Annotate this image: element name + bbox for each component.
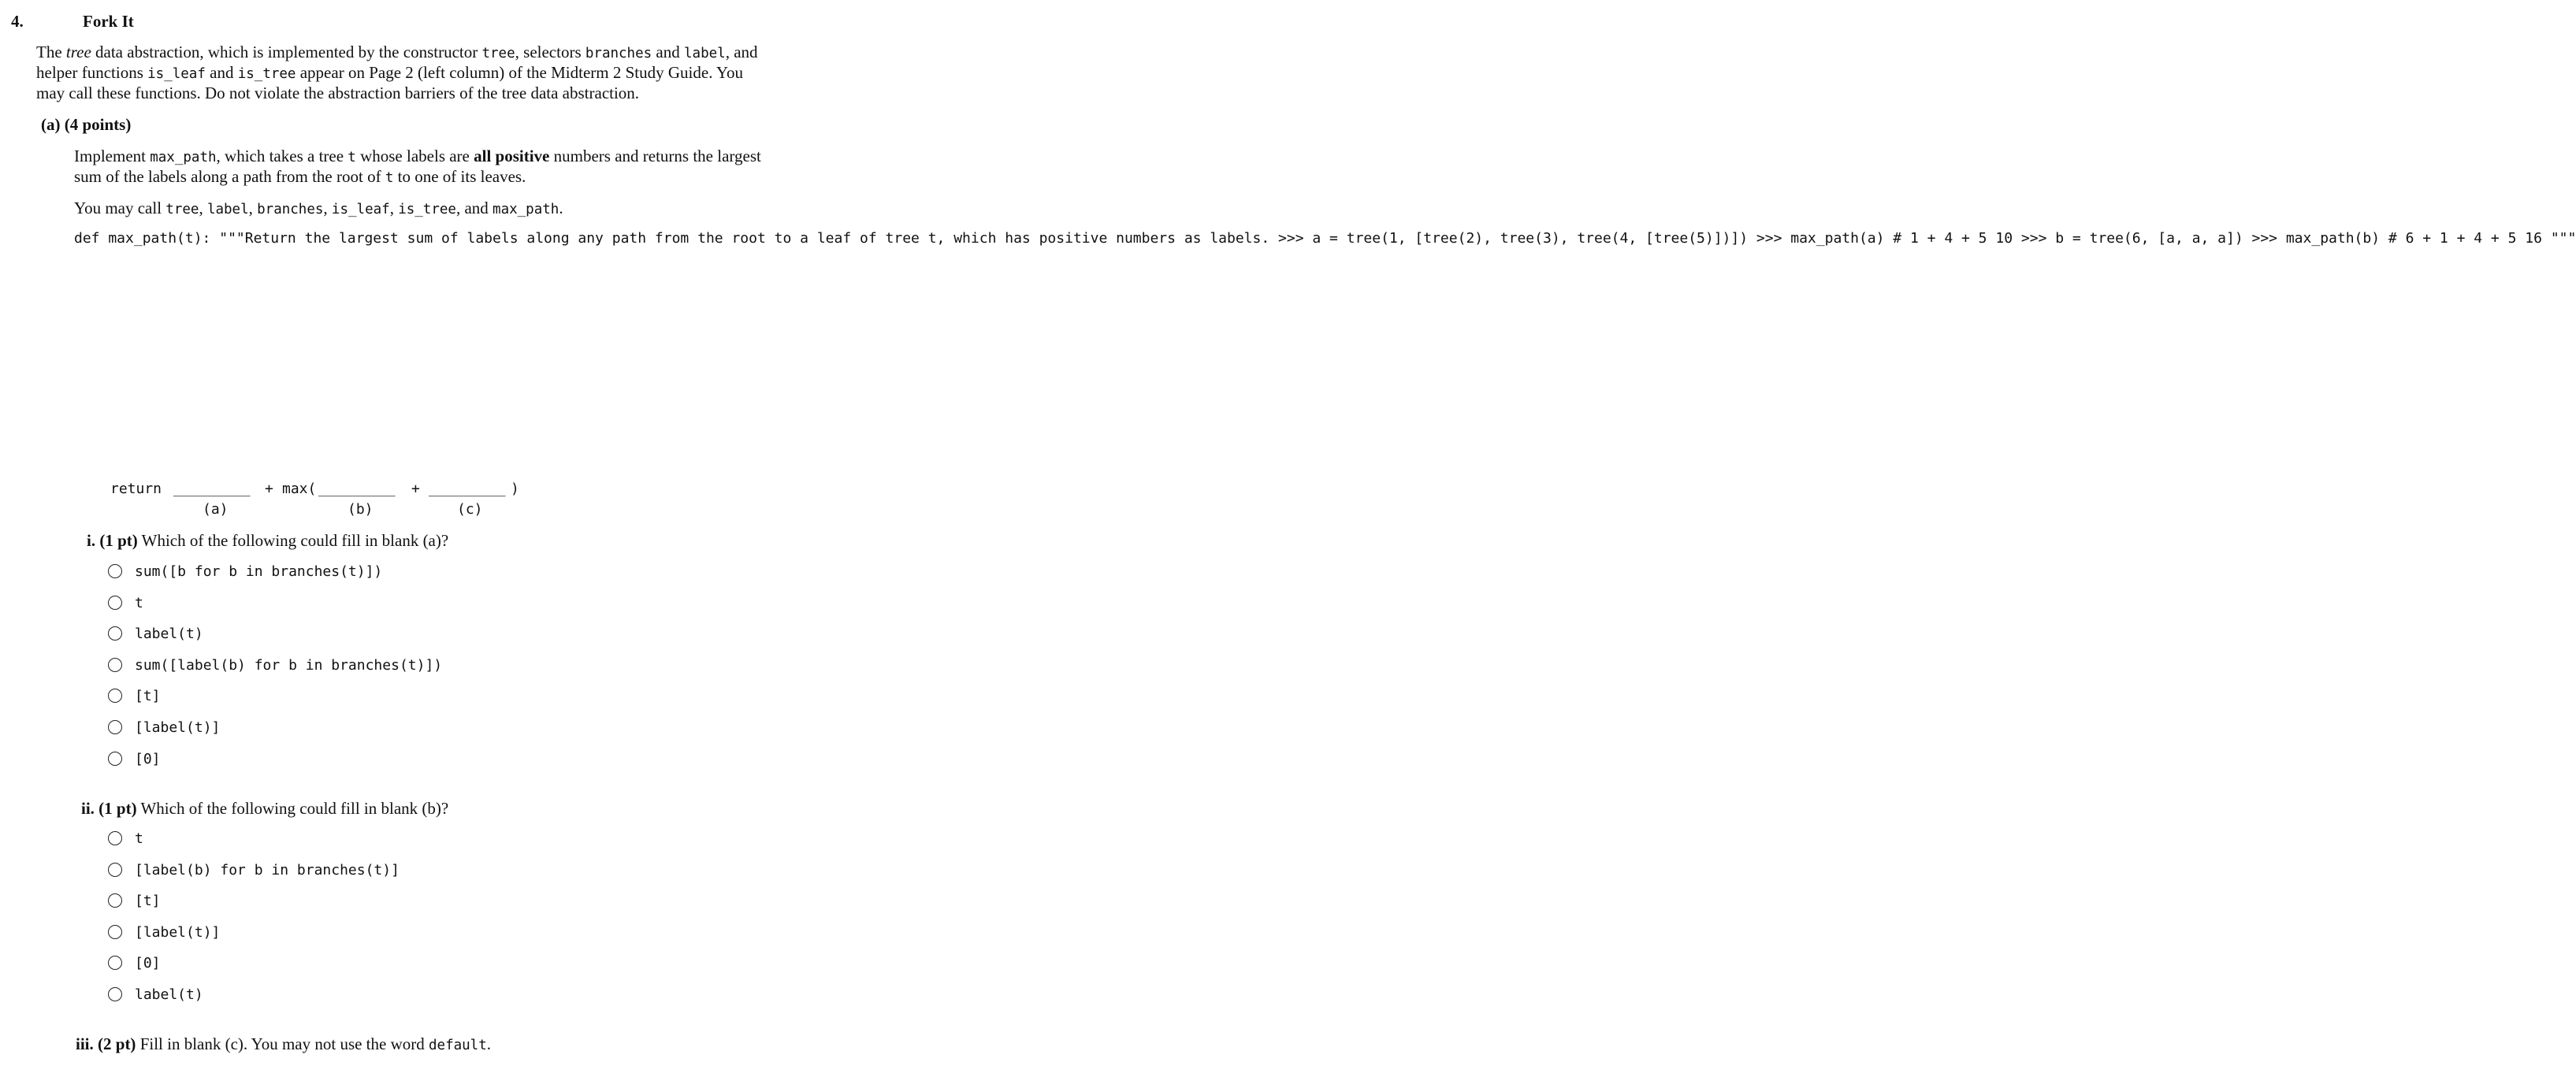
blank-a: _________ (173, 481, 251, 497)
code-line: of tree t, which has positive numbers as labels. (860, 230, 1270, 247)
question-number: 4. (11, 12, 24, 31)
sub-i-prompt: i. (1 pt) Which of the following could fill in blank (a)? (87, 531, 449, 550)
code-line: >>> max_path(a) # 1 + 4 + 5 (1756, 230, 1987, 247)
option-label: sum([label(b) for b in branches(t)]) (135, 657, 443, 674)
option-label: [label(b) for b in branches(t)] (135, 862, 400, 878)
radio-button[interactable] (108, 689, 122, 703)
sub-ii-prompt: ii. (1 pt) Which of the following could fill in blank (b)? (81, 799, 449, 818)
blank-label-c: (c) (457, 501, 483, 518)
radio-button[interactable] (108, 956, 122, 970)
return-keyword: return (110, 481, 162, 497)
blank-label-b: (b) (348, 501, 374, 518)
option-label: [t] (135, 688, 161, 704)
sub-iii-prompt: iii. (2 pt) Fill in blank (c). You may not use the word default. (76, 1034, 492, 1053)
radio-button[interactable] (108, 863, 122, 877)
intro-line-1: The tree data abstraction, which is implemented by the constructor tree, selectors branches and label, and (36, 43, 758, 61)
code-line: 10 (1995, 230, 2013, 247)
option-label: [label(t)] (135, 719, 221, 736)
code-line: >>> max_path(b) # 6 + 1 + 4 + 5 (2251, 230, 2517, 247)
code-line: >>> b = tree(6, [a, a, a]) (2020, 230, 2243, 247)
option-label: [0] (135, 955, 161, 971)
code-line: def max_path(t): (74, 230, 211, 247)
radio-button[interactable] (108, 720, 122, 734)
blank-label-a: (a) (203, 501, 229, 518)
may-call-line: You may call tree, label, branches, is_leaf, is_tree, and max_path. (74, 199, 563, 217)
radio-button[interactable] (108, 831, 122, 845)
part-a-desc-line-1: Implement max_path, which takes a tree t whose labels are all positive numbers and returns the largest (74, 147, 761, 165)
code-line: """Return the largest sum of labels along any path from the root to a leaf (219, 230, 852, 247)
blank-c: _________ (429, 481, 506, 497)
option-label: [0] (135, 751, 161, 767)
radio-button[interactable] (108, 987, 122, 1001)
intro-line-2: helper functions is_leaf and is_tree appear on Page 2 (left column) of the Midterm 2 Study Guide. You (36, 63, 743, 82)
code-line: """ (2550, 230, 2576, 247)
radio-button[interactable] (108, 658, 122, 672)
radio-button[interactable] (108, 925, 122, 939)
close-paren: ) (511, 481, 519, 497)
option-label: label(t) (135, 986, 203, 1003)
radio-button[interactable] (108, 564, 122, 578)
radio-button[interactable] (108, 596, 122, 610)
intro-line-3: may call these functions. Do not violate the abstraction barriers of the tree data abstraction. (36, 84, 640, 102)
code-block (74, 228, 2576, 249)
option-label: label(t) (135, 626, 203, 642)
plus-sign: + (265, 481, 273, 497)
question-title: Fork It (83, 12, 134, 31)
code-line: 16 (2525, 230, 2542, 247)
max-call: max( (282, 481, 317, 497)
option-label: t (135, 595, 143, 611)
option-label: [label(t)] (135, 924, 221, 941)
code-line: >>> a = tree(1, [tree(2), tree(3), tree(4, [tree(5)])]) (1278, 230, 1749, 247)
radio-button[interactable] (108, 626, 122, 641)
blank-b: _________ (318, 481, 396, 497)
radio-button[interactable] (108, 893, 122, 908)
option-label: [t] (135, 893, 161, 909)
option-label: t (135, 830, 143, 847)
part-a-header: (a) (4 points) (41, 115, 132, 134)
plus-sign: + (411, 481, 420, 497)
option-label: sum([b for b in branches(t)]) (135, 563, 383, 580)
part-a-desc-line-2: sum of the labels along a path from the root of t to one of its leaves. (74, 167, 526, 186)
radio-button[interactable] (108, 752, 122, 766)
